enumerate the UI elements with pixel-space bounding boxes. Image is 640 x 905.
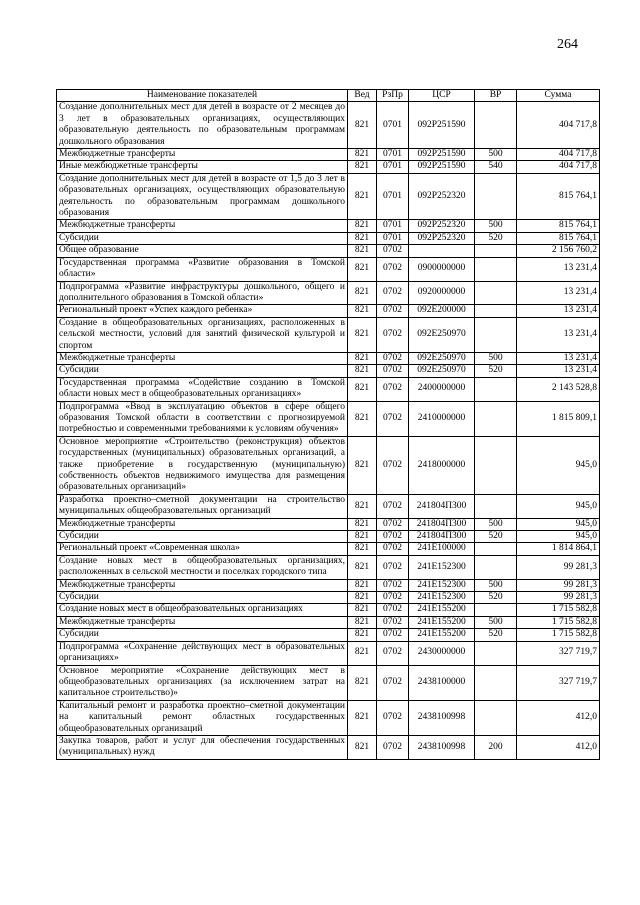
row-name: Создание дополнительных мест для детей в возрасте от 2 месяцев до 3 лет в образовательных организациях, осуществляющих образовательную деятельность по образовательным программам дошкольного образования: [57, 102, 348, 149]
row-rzpr: 0702: [377, 665, 409, 700]
table-row: [57, 281, 600, 305]
table-row: [57, 665, 600, 700]
row-ved: 821: [348, 377, 377, 401]
row-vr: [475, 641, 517, 665]
table-row: [57, 700, 600, 735]
row-sum: 1 814 864,1: [517, 543, 600, 555]
row-vr: 500: [475, 579, 517, 591]
row-vr: 500: [475, 220, 517, 232]
row-ved: 821: [348, 161, 377, 173]
row-sum: 945,0: [517, 518, 600, 530]
row-rzpr: 0702: [377, 629, 409, 641]
row-vr: [475, 173, 517, 220]
table-row: [57, 579, 600, 591]
row-rzpr: 0702: [377, 592, 409, 604]
row-name: Основное мероприятие «Строительство (реконструкция) объектов государственных (муниципальных) образовательных организаций, а также приобретение в государственную (муниципальную) собственность объектов недвижимого имущества для размещения образовательных организаций»: [57, 436, 348, 494]
table-row: [57, 305, 600, 317]
row-name: Закупка товаров, работ и услуг для обеспечения государственных (муниципальных) нужд: [57, 735, 348, 759]
table-row: [57, 604, 600, 616]
row-ved: 821: [348, 604, 377, 616]
row-vr: [475, 377, 517, 401]
row-rzpr: 0701: [377, 161, 409, 173]
row-vr: [475, 555, 517, 579]
table-row: [57, 401, 600, 436]
row-sum: 945,0: [517, 494, 600, 518]
row-sum: 404 717,8: [517, 102, 600, 149]
row-sum: 13 231,4: [517, 281, 600, 305]
row-ved: 821: [348, 629, 377, 641]
page-number: 264: [557, 37, 578, 52]
row-sum: 13 231,4: [517, 352, 600, 364]
row-rzpr: 0702: [377, 555, 409, 579]
row-vr: [475, 494, 517, 518]
table-row: [57, 494, 600, 518]
row-name: Капитальный ремонт и разработка проектно–сметной документации на капитальный ремонт областных государственных общеобразовательных организаций: [57, 700, 348, 735]
row-vr: [475, 305, 517, 317]
row-sum: 945,0: [517, 531, 600, 543]
row-rzpr: 0702: [377, 700, 409, 735]
row-ved: 821: [348, 102, 377, 149]
row-csr: 0920000000: [409, 281, 475, 305]
table-row: [57, 352, 600, 364]
table-row: [57, 149, 600, 161]
row-sum: 404 717,8: [517, 161, 600, 173]
table-row: [57, 735, 600, 759]
row-name: Межбюджетные трансферты: [57, 352, 348, 364]
row-name: Региональный проект «Современная школа»: [57, 543, 348, 555]
table-row: [57, 220, 600, 232]
row-csr: 2438100998: [409, 700, 475, 735]
row-vr: 500: [475, 518, 517, 530]
row-ved: 821: [348, 616, 377, 628]
row-name: Подпрограмма «Ввод в эксплуатацию объектов в сфере общего образования Томской области в соответствии с прогнозируемой потребностью и современными требованиями к условиям обучения»: [57, 401, 348, 436]
row-csr: 092E250970: [409, 317, 475, 352]
row-csr: 2438100998: [409, 735, 475, 759]
table-row: [57, 555, 600, 579]
row-rzpr: 0702: [377, 518, 409, 530]
table-row: [57, 518, 600, 530]
row-vr: 520: [475, 232, 517, 244]
row-vr: [475, 281, 517, 305]
row-csr: 092P251590: [409, 161, 475, 173]
row-name: Создание в общеобразовательных организациях, расположенных в сельской местности, условий для занятий физической культурой и спортом: [57, 317, 348, 352]
row-ved: 821: [348, 735, 377, 759]
row-ved: 821: [348, 665, 377, 700]
row-csr: 241E100000: [409, 543, 475, 555]
table-row: [57, 161, 600, 173]
row-vr: [475, 665, 517, 700]
table-row: [57, 616, 600, 628]
row-ved: 821: [348, 436, 377, 494]
row-rzpr: 0701: [377, 220, 409, 232]
row-name: Межбюджетные трансферты: [57, 220, 348, 232]
row-name: Субсидии: [57, 531, 348, 543]
table-header-row: [57, 90, 600, 102]
row-rzpr: 0702: [377, 352, 409, 364]
table-row: [57, 245, 600, 257]
row-name: Субсидии: [57, 592, 348, 604]
row-rzpr: 0702: [377, 401, 409, 436]
row-ved: 821: [348, 281, 377, 305]
row-rzpr: 0702: [377, 305, 409, 317]
row-vr: 520: [475, 629, 517, 641]
budget-table: [56, 89, 600, 760]
row-ved: 821: [348, 592, 377, 604]
row-sum: 327 719,7: [517, 641, 600, 665]
row-csr: 092E250970: [409, 352, 475, 364]
row-sum: 13 231,4: [517, 317, 600, 352]
row-sum: 815 764,1: [517, 220, 600, 232]
row-csr: 2400000000: [409, 377, 475, 401]
row-rzpr: 0702: [377, 531, 409, 543]
row-sum: 404 717,8: [517, 149, 600, 161]
row-ved: 821: [348, 494, 377, 518]
row-sum: 13 231,4: [517, 365, 600, 377]
row-ved: 821: [348, 700, 377, 735]
row-name: Субсидии: [57, 629, 348, 641]
row-vr: 200: [475, 735, 517, 759]
row-ved: 821: [348, 579, 377, 591]
table-row: [57, 365, 600, 377]
row-vr: 500: [475, 352, 517, 364]
table-row: [57, 543, 600, 555]
row-sum: 99 281,3: [517, 592, 600, 604]
row-name: Подпрограмма «Развитие инфраструктуры дошкольного, общего и дополнительного образования в Томской области»: [57, 281, 348, 305]
row-vr: [475, 257, 517, 281]
row-vr: 500: [475, 616, 517, 628]
row-ved: 821: [348, 305, 377, 317]
row-name: Межбюджетные трансферты: [57, 149, 348, 161]
row-csr: 092P251590: [409, 149, 475, 161]
row-ved: 821: [348, 641, 377, 665]
row-vr: 520: [475, 531, 517, 543]
row-vr: 540: [475, 161, 517, 173]
row-vr: 500: [475, 149, 517, 161]
row-name: Подпрограмма «Сохранение действующих мест в образовательных организациях»: [57, 641, 348, 665]
row-csr: 241E152300: [409, 579, 475, 591]
table-row: [57, 173, 600, 220]
row-rzpr: 0702: [377, 365, 409, 377]
row-vr: [475, 317, 517, 352]
header-rzpr: РзПр: [377, 90, 409, 102]
row-name: Межбюджетные трансферты: [57, 579, 348, 591]
row-sum: 99 281,3: [517, 579, 600, 591]
row-vr: [475, 436, 517, 494]
row-csr: 241804П300: [409, 518, 475, 530]
row-csr: 241E155200: [409, 604, 475, 616]
row-sum: 1 715 582,8: [517, 604, 600, 616]
row-rzpr: 0702: [377, 543, 409, 555]
row-vr: 520: [475, 592, 517, 604]
row-sum: 2 156 760,2: [517, 245, 600, 257]
row-rzpr: 0702: [377, 436, 409, 494]
row-name: Субсидии: [57, 232, 348, 244]
row-name: Государственная программа «Содействие созданию в Томской области новых мест в общеобразовательных организациях»: [57, 377, 348, 401]
row-rzpr: 0702: [377, 579, 409, 591]
row-name: Основное мероприятие «Сохранение действующих мест в общеобразовательных организациях (за исключением затрат на капитальное строительство)»: [57, 665, 348, 700]
row-ved: 821: [348, 173, 377, 220]
row-rzpr: 0702: [377, 616, 409, 628]
row-rzpr: 0701: [377, 173, 409, 220]
row-sum: 815 764,1: [517, 232, 600, 244]
row-sum: 412,0: [517, 735, 600, 759]
row-rzpr: 0702: [377, 377, 409, 401]
row-name: Создание новых мест в общеобразовательных организациях, расположенных в сельской местности и поселках городского типа: [57, 555, 348, 579]
row-name: Общее образование: [57, 245, 348, 257]
row-rzpr: 0702: [377, 641, 409, 665]
row-rzpr: 0701: [377, 149, 409, 161]
row-csr: 241E152300: [409, 555, 475, 579]
row-vr: [475, 700, 517, 735]
row-vr: [475, 543, 517, 555]
row-csr: 241804П300: [409, 531, 475, 543]
row-csr: 2438100000: [409, 665, 475, 700]
row-rzpr: 0702: [377, 317, 409, 352]
row-name: Иные межбюджетные трансферты: [57, 161, 348, 173]
row-csr: 241804П300: [409, 494, 475, 518]
row-ved: 821: [348, 245, 377, 257]
row-sum: 13 231,4: [517, 257, 600, 281]
row-csr: 241E155200: [409, 629, 475, 641]
row-csr: 241E152300: [409, 592, 475, 604]
row-ved: 821: [348, 220, 377, 232]
row-name: Государственная программа «Развитие образования в Томской области»: [57, 257, 348, 281]
row-csr: [409, 245, 475, 257]
row-csr: 092P252320: [409, 220, 475, 232]
row-csr: 0900000000: [409, 257, 475, 281]
row-rzpr: 0702: [377, 735, 409, 759]
table-row: [57, 317, 600, 352]
table-row: [57, 257, 600, 281]
row-sum: 1 715 582,8: [517, 616, 600, 628]
row-sum: 13 231,4: [517, 305, 600, 317]
header-vr: ВР: [475, 90, 517, 102]
row-sum: 1 715 582,8: [517, 629, 600, 641]
row-rzpr: 0702: [377, 494, 409, 518]
row-name: Межбюджетные трансферты: [57, 616, 348, 628]
row-ved: 821: [348, 365, 377, 377]
header-ved: Вед: [348, 90, 377, 102]
row-ved: 821: [348, 555, 377, 579]
row-ved: 821: [348, 531, 377, 543]
row-csr: 241E155200: [409, 616, 475, 628]
table-row: [57, 436, 600, 494]
row-ved: 821: [348, 518, 377, 530]
row-csr: 2410000000: [409, 401, 475, 436]
row-csr: 092P251590: [409, 102, 475, 149]
row-name: Разработка проектно–сметной документации на строительство муниципальных общеобразовательных организаций: [57, 494, 348, 518]
row-rzpr: 0702: [377, 257, 409, 281]
row-name: Создание новых мест в общеобразовательных организациях: [57, 604, 348, 616]
table-row: [57, 592, 600, 604]
row-sum: 945,0: [517, 436, 600, 494]
row-name: Межбюджетные трансферты: [57, 518, 348, 530]
table-row: [57, 232, 600, 244]
row-ved: 821: [348, 257, 377, 281]
row-sum: 99 281,3: [517, 555, 600, 579]
row-sum: 327 719,7: [517, 665, 600, 700]
row-csr: 092P252320: [409, 173, 475, 220]
row-vr: 520: [475, 365, 517, 377]
row-sum: 1 815 809,1: [517, 401, 600, 436]
row-ved: 821: [348, 232, 377, 244]
table-row: [57, 102, 600, 149]
row-vr: [475, 102, 517, 149]
row-rzpr: 0701: [377, 232, 409, 244]
row-rzpr: 0702: [377, 604, 409, 616]
header-sum: Сумма: [517, 90, 600, 102]
row-sum: 412,0: [517, 700, 600, 735]
header-csr: ЦСР: [409, 90, 475, 102]
row-name: Региональный проект «Успех каждого ребенка»: [57, 305, 348, 317]
header-name: Наименование показателей: [57, 90, 348, 102]
row-csr: 092E200000: [409, 305, 475, 317]
row-name: Субсидии: [57, 365, 348, 377]
row-ved: 821: [348, 317, 377, 352]
table-row: [57, 377, 600, 401]
row-ved: 821: [348, 401, 377, 436]
table-row: [57, 531, 600, 543]
row-vr: [475, 245, 517, 257]
row-rzpr: 0701: [377, 102, 409, 149]
row-rzpr: 0702: [377, 281, 409, 305]
row-name: Создание дополнительных мест для детей в возрасте от 1,5 до 3 лет в образовательных организациях, осуществляющих образовательную деятельность по образовательным программам дошкольного образования: [57, 173, 348, 220]
row-sum: 815 764,1: [517, 173, 600, 220]
table-row: [57, 629, 600, 641]
row-vr: [475, 604, 517, 616]
row-ved: 821: [348, 543, 377, 555]
row-sum: 2 143 528,8: [517, 377, 600, 401]
row-csr: 2430000000: [409, 641, 475, 665]
row-csr: 092E250970: [409, 365, 475, 377]
row-vr: [475, 401, 517, 436]
row-csr: 092P252320: [409, 232, 475, 244]
table-row: [57, 641, 600, 665]
row-rzpr: 0702: [377, 245, 409, 257]
row-ved: 821: [348, 149, 377, 161]
row-ved: 821: [348, 352, 377, 364]
row-csr: 2418000000: [409, 436, 475, 494]
